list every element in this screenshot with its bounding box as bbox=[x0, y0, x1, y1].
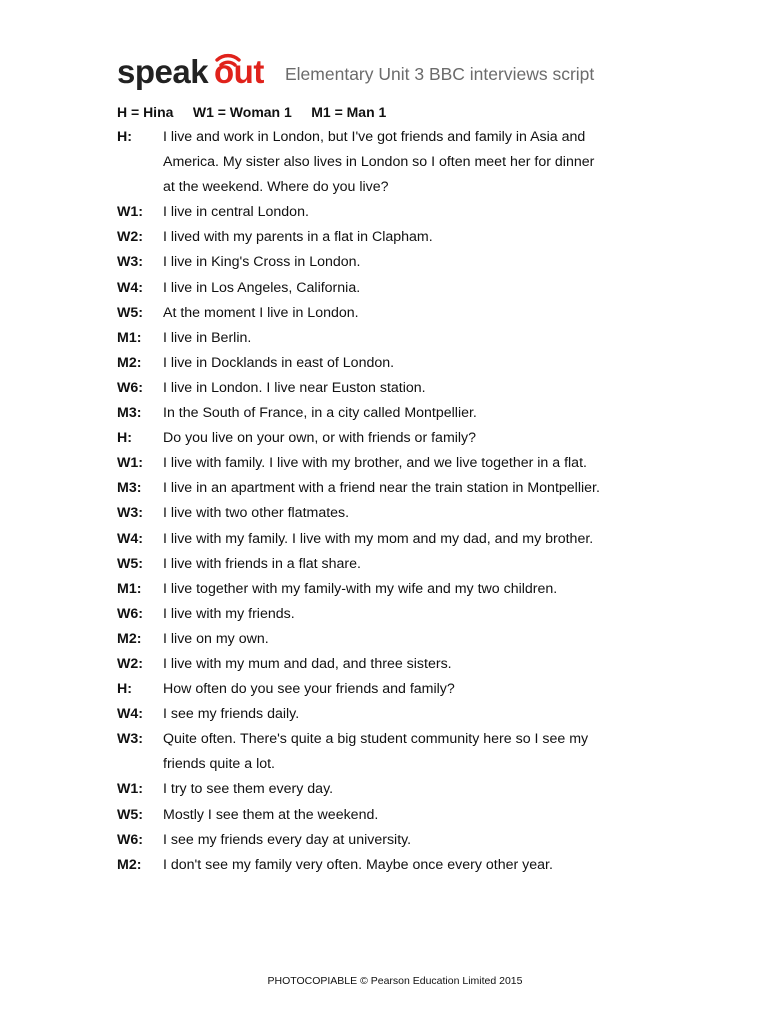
transcript-turn bbox=[117, 476, 657, 501]
spoken-line: I live in King's Cross in London. bbox=[163, 254, 361, 271]
transcript-turn bbox=[117, 376, 657, 401]
speaker-label: H: bbox=[117, 430, 132, 447]
speaker-label: W1: bbox=[117, 204, 144, 221]
spoken-line: At the moment I live in London. bbox=[163, 304, 359, 321]
speaker-label: W3: bbox=[117, 731, 144, 748]
transcript-turn bbox=[117, 777, 657, 802]
svg-text:out: out bbox=[214, 53, 264, 90]
spoken-line: I live and work in London, but I've got friends and family in Asia and America. My sister also lives in London so I often meet her for dinner at the weekend. Where do you live? bbox=[163, 129, 595, 196]
speaker-label: H: bbox=[117, 129, 132, 145]
speaker-label: W2: bbox=[117, 655, 144, 672]
spoken-line: I live with friends in a flat share. bbox=[163, 555, 361, 572]
speaker-label: W3: bbox=[117, 505, 144, 522]
speaker-legend: H = Hina W1 = Woman 1 M1 = Man 1 bbox=[117, 104, 387, 120]
speaker-label: W5: bbox=[117, 555, 144, 572]
speaker-label: W4: bbox=[117, 706, 144, 723]
spoken-line: I try to see them every day. bbox=[163, 781, 334, 798]
transcript-turn bbox=[117, 577, 657, 602]
speaker-label: M1: bbox=[117, 580, 142, 597]
transcript-turn bbox=[117, 602, 657, 627]
spoken-line: I live on my own. bbox=[163, 630, 269, 647]
spoken-line: I live in central London. bbox=[163, 204, 309, 221]
speaker-label: W3: bbox=[117, 254, 144, 271]
speaker-label: M2: bbox=[117, 630, 142, 647]
transcript-turn bbox=[117, 677, 657, 702]
transcript-turn bbox=[117, 426, 657, 451]
speaker-label: W1: bbox=[117, 455, 144, 472]
speaker-label: W5: bbox=[117, 304, 144, 321]
spoken-line: Do you live on your own, or with friends or family? bbox=[163, 430, 477, 447]
speaker-label: W4: bbox=[117, 279, 144, 296]
transcript-turn bbox=[117, 401, 657, 426]
transcript-turn bbox=[117, 803, 657, 828]
spoken-line: I live with my mum and dad, and three sisters. bbox=[163, 655, 452, 672]
transcript-turn bbox=[117, 276, 657, 301]
transcript-turn bbox=[117, 853, 657, 878]
speaker-label: H: bbox=[117, 681, 132, 698]
speaker-label: M1: bbox=[117, 329, 142, 346]
transcript-turn bbox=[117, 250, 657, 275]
spoken-line: I live in Berlin. bbox=[163, 329, 252, 346]
document-title: Elementary Unit 3 BBC interviews script bbox=[285, 64, 595, 84]
footer-text: PHOTOCOPIABLE © Pearson Education Limited 2015 bbox=[267, 975, 523, 987]
copyright-footer bbox=[0, 975, 768, 987]
transcript-turn bbox=[117, 527, 657, 552]
spoken-line: I live with my family. I live with my mom and my dad, and my brother. bbox=[163, 530, 594, 547]
speaker-label: M2: bbox=[117, 856, 142, 873]
spoken-line: I live with my friends. bbox=[163, 605, 295, 622]
spoken-line: I see my friends every day at university. bbox=[163, 831, 412, 848]
speaker-label: W6: bbox=[117, 605, 144, 622]
transcript-turn bbox=[117, 225, 657, 250]
speaker-label: M3: bbox=[117, 405, 142, 422]
page-header bbox=[117, 40, 677, 90]
spoken-line: Mostly I see them at the weekend. bbox=[163, 806, 379, 823]
transcript-turn bbox=[117, 552, 657, 577]
spoken-line: I live in London. I live near Euston station. bbox=[163, 379, 426, 396]
spoken-line: I see my friends daily. bbox=[163, 706, 300, 723]
transcript-turn bbox=[117, 451, 657, 476]
speaker-label: W6: bbox=[117, 379, 144, 396]
spoken-line: How often do you see your friends and family? bbox=[163, 681, 455, 698]
spoken-line: I live together with my family-with my wife and my two children. bbox=[163, 580, 558, 597]
speaker-label: W6: bbox=[117, 831, 144, 848]
speaker-label: W1: bbox=[117, 781, 144, 798]
transcript-turn bbox=[117, 727, 657, 777]
svg-text:speak: speak bbox=[117, 53, 209, 90]
spoken-line: In the South of France, in a city called Montpellier. bbox=[163, 405, 477, 422]
transcript-turn bbox=[117, 652, 657, 677]
transcript-turn bbox=[117, 627, 657, 652]
transcript-turn bbox=[117, 351, 657, 376]
spoken-line: I live with family. I live with my brother, and we live together in a flat. bbox=[163, 455, 587, 472]
transcript-turn bbox=[117, 501, 657, 526]
speaker-label: M2: bbox=[117, 354, 142, 371]
transcript-turn bbox=[117, 200, 657, 225]
spoken-line: I live in Docklands in east of London. bbox=[163, 354, 395, 371]
transcript-turn bbox=[117, 828, 657, 853]
spoken-line: Quite often. There's quite a big student community here so I see my friends quite a lot. bbox=[163, 731, 589, 773]
spoken-line: I live in an apartment with a friend near the train station in Montpellier. bbox=[163, 480, 600, 497]
transcript-turn bbox=[117, 301, 657, 326]
speaker-label: W4: bbox=[117, 530, 144, 547]
transcript-turn bbox=[117, 702, 657, 727]
spoken-line: I don't see my family very often. Maybe once every other year. bbox=[163, 856, 553, 873]
speaker-label: W5: bbox=[117, 806, 144, 823]
transcript-turn bbox=[117, 326, 657, 351]
transcript-turn bbox=[117, 125, 657, 200]
spoken-line: I live in Los Angeles, California. bbox=[163, 279, 361, 296]
speaker-label: M3: bbox=[117, 480, 142, 497]
spoken-line: I live with two other flatmates. bbox=[163, 505, 350, 522]
interview-transcript bbox=[117, 125, 657, 878]
speaker-label: W2: bbox=[117, 229, 144, 246]
spoken-line: I lived with my parents in a flat in Clapham. bbox=[163, 229, 433, 246]
speakout-logo bbox=[117, 48, 277, 92]
